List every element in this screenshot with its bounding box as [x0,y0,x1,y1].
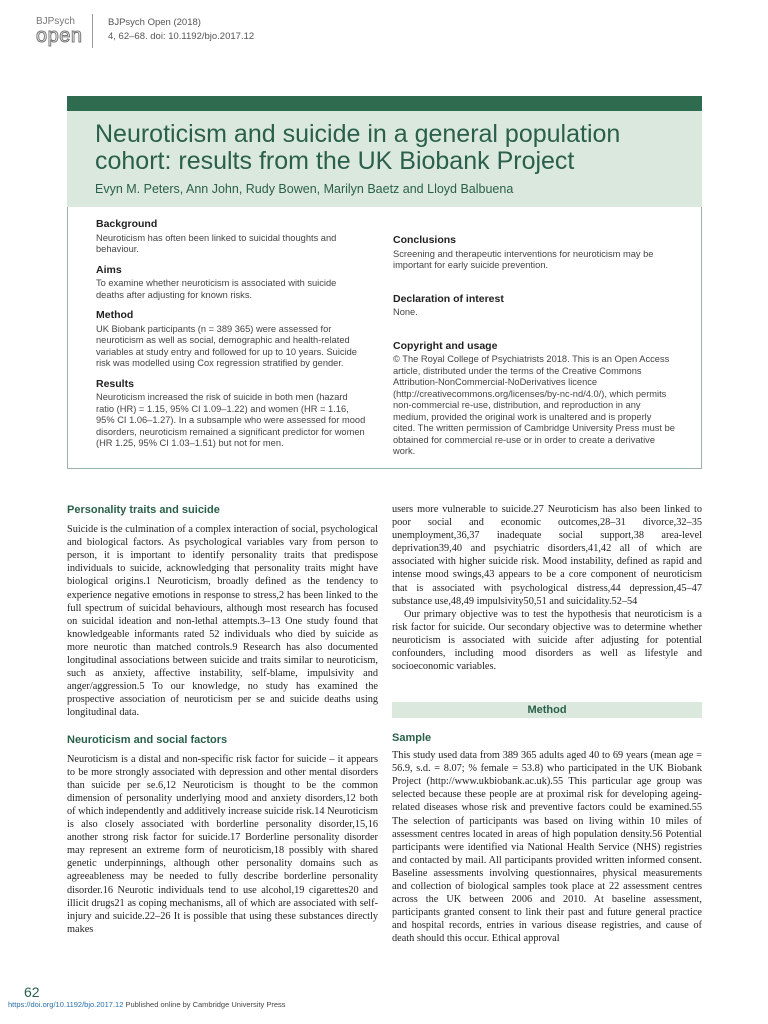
body-left-column [67,504,378,936]
abstract-conclusions-heading: Conclusions [393,234,457,246]
published-note: Published online by Cambridge University Press [123,1000,286,1009]
abstract-box [67,207,702,469]
abstract-aims-heading: Aims [96,263,122,276]
section-heading-social-factors: Neuroticism and social factors [67,733,228,746]
section-heading-personality: Personality traits and suicide [67,504,220,516]
doi-link[interactable]: https://doi.org/10.1192/bjo.2017.12 [8,1000,124,1009]
abstract-copyright-heading: Copyright and usage [393,339,498,352]
journal-logo [30,14,93,48]
abstract-conclusions-text: Screening and therapeutic interventions for neuroticism may be important for early suicide prevention. [393,248,654,270]
logo-top-text: BJPsych [36,16,75,27]
author-list: Evyn M. Peters, Ann John, Rudy Bowen, Marilyn Baetz and Lloyd Balbuena [95,182,514,196]
section-band-method: Method [392,702,702,718]
page-number: 62 [24,984,40,1000]
page-footer [8,1000,286,1009]
subsection-heading-sample: Sample [392,732,432,744]
paragraph-personality: Suicide is the culmination of a complex interaction of social, psychological and biological factors. As psychological variables vary from person to person, it is important to identify personality traits that predispose individuals to suicide, acknowledging that personality traits might have biological origins.1 Neuroticism, broadly defined as the tendency to experience negative emotions in response to stress,2 has been linked to the full spectrum of suicidal behaviours, although most research has focused on suicidal ideation and non-lethal attempts.3–13 One study found that knowledgeable informants rated 52 individuals who died by suicide as more neurotic than matched controls.9 Research has also documented longitudinal associations between suicide and traits similar to neuroticism, such as anxiety, affective instability, self-blame, impulsivity and anger/aggression.5 To our knowledge, no study has examined the prospective association of neuroticism per se and suicide deaths using longitudinal data. [67,524,378,719]
journal-name: BJPsych Open (2018) [108,17,201,28]
abstract-declaration-text: None. [393,307,418,317]
abstract-method-heading: Method [96,309,134,321]
article-title: Neuroticism and suicide in a general population cohort: results from the UK Biobank Project [95,120,621,175]
abstract-background-text: Neuroticism has often been linked to suicidal thoughts and behaviour. [96,232,337,254]
abstract-results-heading: Results [96,377,134,390]
paragraph-sample: This study used data from 389 365 adults aged 40 to 69 years (mean age = 56.9, s.d. = 8.07; % female = 53.8) who participated in the UK Biobank Project (http://www.ukbiobank.ac.uk).55 This particular age group was selected because these people are at proximal risk for developing ageing-related diseases whose risk and preventive factors could be examined.55 The selection of participants was based on living within 10 miles of assessment centres located in areas of high population density.56 Potential participants were identified via National Health Service (NHS) registries and contacted by mail. All participants provided written informed consent. Baseline assessments involving questionnaires, physical measurements and collection of biological samples took place at 22 assessment centres across the UK between 2006 and 2010. At baseline assessment, participants granted consent to link their past and future general practice and hospital records, entries in various disease registries, and cause of death should this occur. Ethical approval [392,750,702,945]
paragraph-social-factors: Neuroticism is a distal and non-specific risk factor for suicide – it appears to be more strongly associated with depression and other mental disorders than suicide per se.6,12 Neuroticism is thought to be the common dimension of personality underlying mood and anxiety disorders,12 both of which independently and additively increase suicide risk.14 Neuroticism is also closely associated with borderline personality disorder,15,16 another strong risk factor for suicide.17 Borderline personality disorder may represent an extreme form of neuroticism,18 possibly with shared genetic underpinnings, although other personality domains such as agreeableness may be needed to fully describe borderline personality disorder.16 Neurotic individuals tend to use alcohol,19 cigarettes20 and illicit drugs21 as coping mechanisms, all of which are associated with self-injury and suicide.22–26 It is possible that using these substances directly makes [67,753,378,935]
journal-header [30,14,330,48]
abstract-copyright-text: © The Royal College of Psychiatrists 2018. This is an Open Access article, distributed under the terms of the Creative Commons Attribution-NonCommercial-NoDerivatives licence (http://creativecommons.org/licenses/by-nc-nd/4.0/), which permits non-commercial re-use, distribution, and reproduction in any medium, provided the original work is unaltered and is properly cited. The written permission of Cambridge University Press must be obtained for commercial re-use or in order to create a derivative work. [393,354,675,456]
title-accent-bar [67,96,702,111]
paragraph-social-outcomes: users more vulnerable to suicide.27 Neuroticism has also been linked to poor social and economic outcomes,28–31 divorce,32–35 unemployment,36,37 inadequate social support,38 area-level deprivation39,40 and psychiatric disorders,41,42 all of which are associated with higher suicide risk. Mood instability, defined as rapid and intense mood swings,43 appears to be a core component of neuroticism that is associated with psychological distress,44 depression,45–47 substance use,48,49 impulsivity50,51 and suicidality.52–54 [392,504,702,607]
abstract-aims-text: To examine whether neuroticism is associated with suicide deaths after adjusting for known risks. [96,278,337,300]
abstract-background-heading: Background [96,218,158,230]
abstract-results-text: Neuroticism increased the risk of suicide in both men (hazard ratio (HR) = 1.15, 95% CI 1.09–1.22) and women (HR = 1.16, 95% CI 1.06–1.27). In a subsample who were assessed for mood disorders, neuroticism remained a significant predictor for women (HR 1.25, 95% CI 1.03–1.51) but not for men. [96,392,366,448]
abstract-right-column [393,235,675,458]
title-box [67,111,702,207]
body-right-column-top [392,503,702,673]
abstract-declaration-heading: Declaration of interest [393,292,504,305]
body-right-column-bottom [392,732,702,946]
journal-citation: 4, 62–68. doi: 10.1192/bjo.2017.12 [108,31,255,42]
paragraph-objectives: Our primary objective was to test the hypothesis that neuroticism is a risk factor for suicide. Our secondary objective was to determine whether neuroticism is associated with suicide after adjusting for potential confounders, including mood disorders as well as lifestyle and socioeconomic variables. [392,608,702,673]
abstract-method-text: UK Biobank participants (n = 389 365) were assessed for neuroticism as well as social, demographic and health-related variables at study entry and followed for up to 10 years. Suicide risk was modelled using Cox regression stratified by gender. [96,323,357,368]
logo-bottom-text: open [36,25,83,47]
journal-info [108,16,254,44]
abstract-left-column [96,219,366,450]
